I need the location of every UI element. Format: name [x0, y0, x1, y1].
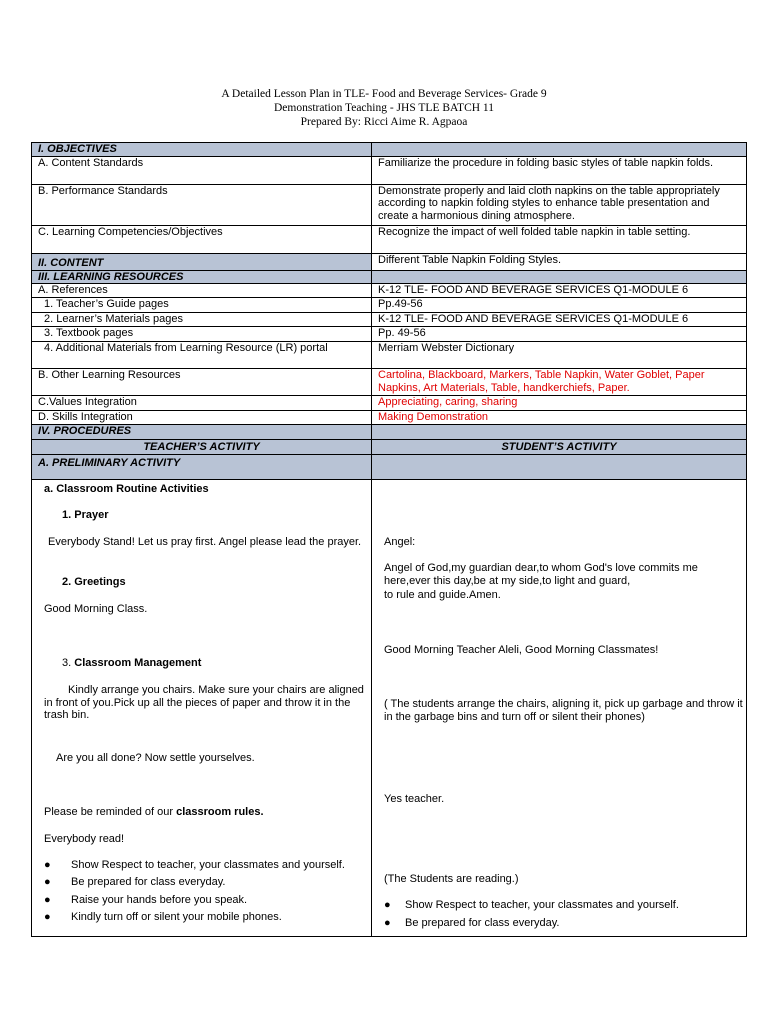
- references-label: A. References: [32, 284, 372, 298]
- skills-integration-row: [32, 411, 747, 425]
- content-standards-value: Familiarize the procedure in folding basic styles of table napkin folds.: [372, 156, 747, 184]
- additional-materials-label: 4. Additional Materials from Learning Resource (LR) portal: [32, 342, 372, 369]
- student-yes-response: Yes teacher.: [384, 793, 445, 805]
- resources-heading-row: [32, 270, 747, 284]
- performance-standards-label: B. Performance Standards: [32, 184, 372, 225]
- content-standards-label: A. Content Standards: [32, 156, 372, 184]
- done-question: Are you all done? Now settle yourselves.: [56, 752, 255, 764]
- bullet-icon: ●: [384, 917, 391, 929]
- student-prayer-text: Angel of God,my guardian dear,to whom God's love commits me here,ever this day,be at my side,to light and guard,: [384, 562, 698, 587]
- header-author: Prepared By: Ricci Aime R. Agpaoa: [300, 116, 468, 128]
- student-arrange-response: ( The students arrange the chairs, aligning it, pick up garbage and throw it in the garbage bins and turn off or silent their phones): [384, 698, 743, 723]
- lesson-plan-table: [31, 142, 747, 937]
- bullet-icon: ●: [44, 859, 51, 871]
- greetings-heading: 2. Greetings: [62, 576, 126, 588]
- bullet-icon: ●: [44, 911, 51, 923]
- textbook-value: Pp. 49-56: [372, 327, 747, 342]
- activity-columns-row: [32, 440, 747, 455]
- additional-materials-row: [32, 342, 747, 369]
- management-heading: Classroom Management: [74, 657, 202, 669]
- other-resources-row: [32, 369, 747, 396]
- rule-item: ● Show Respect to teacher, your classmates and yourself.: [44, 859, 345, 871]
- learners-materials-label: 2. Learner’s Materials pages: [32, 313, 372, 327]
- prayer-heading: 1. Prayer: [62, 509, 109, 521]
- classroom-rules-bold: classroom rules.: [176, 806, 264, 818]
- performance-standards-value: Demonstrate properly and laid cloth napkins on the table appropriately according to napkin folding styles to enhance table presentation and create a harmonious dining atmosphere.: [372, 184, 747, 225]
- bullet-icon: ●: [44, 876, 51, 888]
- teacher-activity-cell: [32, 480, 372, 937]
- textbook-row: [32, 327, 747, 342]
- rule-item: ● Kindly turn off or silent your mobile phones.: [44, 911, 282, 923]
- bullet-icon: ●: [44, 894, 51, 906]
- read-instruction: Everybody read!: [44, 833, 125, 845]
- competencies-label: C. Learning Competencies/Objectives: [32, 225, 372, 253]
- procedures-heading-row: [32, 425, 747, 440]
- performance-standards-row: [32, 184, 747, 225]
- procedures-heading: IV. PROCEDURES: [32, 425, 372, 440]
- content-row: [32, 253, 747, 270]
- student-activity-cell: [372, 480, 747, 937]
- student-reading-note: (The Students are reading.): [384, 873, 519, 885]
- management-instruction: Kindly arrange you chairs. Make sure your chairs are aligned in front of you.Pick up all the pieces of paper and throw it in the trash bin.: [44, 684, 364, 721]
- values-integration-row: [32, 396, 747, 411]
- bullet-icon: ●: [384, 899, 391, 911]
- document-header: [0, 87, 768, 129]
- routine-heading: a. Classroom Routine Activities: [44, 483, 209, 495]
- student-greeting: Good Morning Teacher Aleli, Good Morning Classmates!: [384, 644, 659, 656]
- skills-integration-value: Making Demonstration: [372, 411, 747, 425]
- prayer-instruction: Everybody Stand! Let us pray first. Angel please lead the prayer.: [48, 536, 362, 548]
- values-integration-value: Appreciating, caring, sharing: [372, 396, 747, 411]
- values-integration-label: C.Values Integration: [32, 396, 372, 411]
- header-subtitle: Demonstration Teaching - JHS TLE BATCH 11: [273, 102, 495, 114]
- teachers-guide-row: [32, 298, 747, 313]
- teacher-activity-header: TEACHER’S ACTIVITY: [32, 440, 372, 455]
- rules-reminder: Please be reminded of our classroom rules.: [44, 806, 264, 818]
- student-activity-header: STUDENT’S ACTIVITY: [372, 440, 747, 455]
- header-title: A Detailed Lesson Plan in TLE- Food and Beverage Services- Grade 9: [221, 88, 547, 100]
- activity-body-row: [32, 480, 747, 937]
- learners-materials-value: K-12 TLE- FOOD AND BEVERAGE SERVICES Q1-MODULE 6: [372, 313, 747, 327]
- student-prayer-text-end: to rule and guide.Amen.: [384, 589, 501, 601]
- skills-integration-label: D. Skills Integration: [32, 411, 372, 425]
- student-rule-item: ● Be prepared for class everyday.: [384, 917, 560, 929]
- textbook-label: 3. Textbook pages: [32, 327, 372, 342]
- content-heading: II. CONTENT: [32, 253, 372, 270]
- competencies-row: [32, 225, 747, 253]
- preliminary-heading: A. PRELIMINARY ACTIVITY: [32, 455, 372, 480]
- other-resources-value: Cartolina, Blackboard, Markers, Table Napkin, Water Goblet, Paper Napkins, Art Materials, Table, handkerchiefs, Paper.: [372, 369, 747, 396]
- resources-heading: III. LEARNING RESOURCES: [32, 270, 372, 284]
- learners-materials-row: [32, 313, 747, 327]
- content-value: Different Table Napkin Folding Styles.: [372, 253, 747, 270]
- rule-item: ● Be prepared for class everyday.: [44, 876, 226, 888]
- competencies-value: Recognize the impact of well folded table napkin in table setting.: [372, 225, 747, 253]
- additional-materials-value: Merriam Webster Dictionary: [372, 342, 747, 369]
- greetings-text: Good Morning Class.: [44, 603, 148, 615]
- teachers-guide-value: Pp.49-56: [372, 298, 747, 313]
- preliminary-row: [32, 455, 747, 480]
- other-resources-label: B. Other Learning Resources: [32, 369, 372, 396]
- objectives-heading: I. OBJECTIVES: [32, 143, 372, 157]
- student-angel-label: Angel:: [384, 536, 416, 548]
- student-rule-item: ● Show Respect to teacher, your classmates and yourself.: [384, 899, 679, 911]
- content-standards-row: [32, 156, 747, 184]
- references-value: K-12 TLE- FOOD AND BEVERAGE SERVICES Q1-MODULE 6: [372, 284, 747, 298]
- objectives-heading-row: [32, 143, 747, 157]
- teachers-guide-label: 1. Teacher’s Guide pages: [32, 298, 372, 313]
- management-number: 3.: [62, 657, 72, 669]
- references-row: [32, 284, 747, 298]
- rule-item: ● Raise your hands before you speak.: [44, 894, 248, 906]
